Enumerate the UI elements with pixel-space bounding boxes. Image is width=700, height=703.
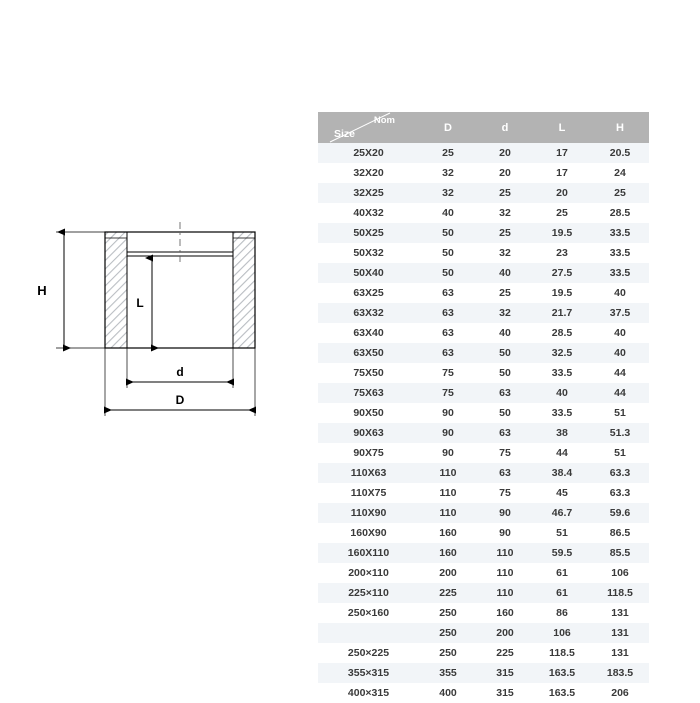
header-size-label: Size	[334, 128, 356, 140]
cell-size	[318, 623, 419, 643]
cell-D: 200	[419, 563, 477, 583]
cell-d: 25	[477, 283, 533, 303]
cell-L: 21.7	[533, 303, 591, 323]
table-row	[318, 623, 649, 643]
cell-size: 63X25	[318, 283, 419, 303]
cell-size: 250×225	[318, 643, 419, 663]
table-row	[318, 263, 649, 283]
cell-L: 163.5	[533, 683, 591, 703]
cell-D: 110	[419, 503, 477, 523]
cell-d: 25	[477, 183, 533, 203]
cell-D: 63	[419, 323, 477, 343]
cell-D: 110	[419, 463, 477, 483]
cell-D: 250	[419, 623, 477, 643]
cell-H: 51	[591, 443, 649, 463]
cell-size: 32X20	[318, 163, 419, 183]
technical-drawing	[0, 0, 300, 700]
cell-H: 40	[591, 283, 649, 303]
cell-H: 131	[591, 603, 649, 623]
cell-H: 131	[591, 643, 649, 663]
table-row	[318, 343, 649, 363]
cell-d: 110	[477, 583, 533, 603]
cell-D: 32	[419, 183, 477, 203]
cell-size: 400×315	[318, 683, 419, 703]
cell-D: 75	[419, 383, 477, 403]
cell-L: 163.5	[533, 663, 591, 683]
cell-H: 85.5	[591, 543, 649, 563]
cell-H: 106	[591, 563, 649, 583]
cell-L: 61	[533, 563, 591, 583]
cell-L: 17	[533, 143, 591, 163]
cell-D: 40	[419, 203, 477, 223]
cell-H: 63.3	[591, 483, 649, 503]
cell-size: 25X20	[318, 143, 419, 163]
cell-L: 38.4	[533, 463, 591, 483]
cell-L: 51	[533, 523, 591, 543]
table-body	[318, 143, 649, 703]
cell-L: 32.5	[533, 343, 591, 363]
cell-L: 86	[533, 603, 591, 623]
cell-H: 86.5	[591, 523, 649, 543]
cell-size: 50X40	[318, 263, 419, 283]
dimension-d	[127, 348, 233, 388]
header-d: d	[477, 112, 533, 143]
cell-H: 40	[591, 343, 649, 363]
cell-D: 250	[419, 643, 477, 663]
cell-D: 63	[419, 343, 477, 363]
cell-size: 110X63	[318, 463, 419, 483]
table-row	[318, 143, 649, 163]
cell-D: 50	[419, 263, 477, 283]
cell-H: 40	[591, 323, 649, 343]
cell-L: 25	[533, 203, 591, 223]
cell-D: 50	[419, 223, 477, 243]
cell-size: 63X50	[318, 343, 419, 363]
cell-H: 118.5	[591, 583, 649, 603]
cell-size: 200×110	[318, 563, 419, 583]
cell-L: 33.5	[533, 363, 591, 383]
cell-d: 50	[477, 363, 533, 383]
dimension-H-label: H	[37, 283, 47, 298]
cell-H: 33.5	[591, 263, 649, 283]
cell-H: 183.5	[591, 663, 649, 683]
cell-L: 33.5	[533, 403, 591, 423]
cell-d: 32	[477, 203, 533, 223]
cell-D: 90	[419, 403, 477, 423]
cell-L: 20	[533, 183, 591, 203]
cell-d: 110	[477, 543, 533, 563]
table-row	[318, 243, 649, 263]
cell-d: 90	[477, 523, 533, 543]
cell-H: 44	[591, 383, 649, 403]
cell-d: 50	[477, 343, 533, 363]
cell-D: 355	[419, 663, 477, 683]
cell-H: 63.3	[591, 463, 649, 483]
cell-H: 20.5	[591, 143, 649, 163]
cell-D: 225	[419, 583, 477, 603]
cell-H: 44	[591, 363, 649, 383]
table-row	[318, 663, 649, 683]
cell-L: 61	[533, 583, 591, 603]
cell-size: 32X25	[318, 183, 419, 203]
cell-size: 110X75	[318, 483, 419, 503]
cell-D: 160	[419, 543, 477, 563]
cell-L: 28.5	[533, 323, 591, 343]
header-size-nom	[318, 112, 419, 143]
table-row	[318, 323, 649, 343]
cell-D: 50	[419, 243, 477, 263]
cell-D: 250	[419, 603, 477, 623]
header-L: L	[533, 112, 591, 143]
cell-D: 90	[419, 443, 477, 463]
table-row	[318, 523, 649, 543]
table-row	[318, 383, 649, 403]
cell-H: 51	[591, 403, 649, 423]
cell-D: 25	[419, 143, 477, 163]
cell-H: 37.5	[591, 303, 649, 323]
table-row	[318, 163, 649, 183]
table-row	[318, 363, 649, 383]
cell-d: 90	[477, 503, 533, 523]
cell-H: 24	[591, 163, 649, 183]
table-row	[318, 423, 649, 443]
cell-size: 75X50	[318, 363, 419, 383]
cell-H: 33.5	[591, 223, 649, 243]
cell-d: 40	[477, 323, 533, 343]
cell-L: 59.5	[533, 543, 591, 563]
cell-d: 40	[477, 263, 533, 283]
cell-L: 19.5	[533, 223, 591, 243]
table-row	[318, 303, 649, 323]
cell-size: 225×110	[318, 583, 419, 603]
dimension-L-label: L	[136, 296, 144, 310]
cell-d: 315	[477, 663, 533, 683]
cell-size: 40X32	[318, 203, 419, 223]
table-row	[318, 283, 649, 303]
table-row	[318, 683, 649, 703]
cell-size: 63X32	[318, 303, 419, 323]
spec-table	[318, 112, 649, 703]
header-D: D	[419, 112, 477, 143]
header-nom-label: Nom	[373, 115, 395, 126]
cell-d: 25	[477, 223, 533, 243]
cell-L: 17	[533, 163, 591, 183]
cell-L: 27.5	[533, 263, 591, 283]
cell-size: 110X90	[318, 503, 419, 523]
cell-L: 44	[533, 443, 591, 463]
cell-size: 90X75	[318, 443, 419, 463]
cell-D: 110	[419, 483, 477, 503]
header-H: H	[591, 112, 649, 143]
cell-D: 32	[419, 163, 477, 183]
cell-d: 63	[477, 423, 533, 443]
cell-H: 59.6	[591, 503, 649, 523]
dimension-D-label: D	[175, 393, 185, 407]
table-row	[318, 583, 649, 603]
cell-d: 200	[477, 623, 533, 643]
cell-d: 63	[477, 463, 533, 483]
cell-d: 75	[477, 483, 533, 503]
cell-size: 50X25	[318, 223, 419, 243]
cell-size: 50X32	[318, 243, 419, 263]
cell-d: 32	[477, 303, 533, 323]
cell-D: 90	[419, 423, 477, 443]
cell-L: 106	[533, 623, 591, 643]
cell-D: 160	[419, 523, 477, 543]
table-row	[318, 403, 649, 423]
cell-size: 90X50	[318, 403, 419, 423]
cell-L: 38	[533, 423, 591, 443]
cell-size: 63X40	[318, 323, 419, 343]
cell-H: 28.5	[591, 203, 649, 223]
dimension-d-label: d	[176, 365, 184, 379]
table-row	[318, 603, 649, 623]
table-row	[318, 183, 649, 203]
table-row	[318, 223, 649, 243]
cell-d: 32	[477, 243, 533, 263]
cell-D: 400	[419, 683, 477, 703]
table-header-row	[318, 112, 649, 143]
table-row	[318, 483, 649, 503]
cell-size: 90X63	[318, 423, 419, 443]
cell-D: 75	[419, 363, 477, 383]
table-row	[318, 543, 649, 563]
cell-L: 19.5	[533, 283, 591, 303]
cell-d: 75	[477, 443, 533, 463]
cell-H: 206	[591, 683, 649, 703]
cell-H: 33.5	[591, 243, 649, 263]
cell-D: 63	[419, 303, 477, 323]
cell-L: 45	[533, 483, 591, 503]
table-row	[318, 443, 649, 463]
spec-table-container	[318, 112, 649, 703]
cell-L: 23	[533, 243, 591, 263]
table-row	[318, 463, 649, 483]
table-row	[318, 563, 649, 583]
dimension-H	[37, 232, 105, 348]
cell-L: 40	[533, 383, 591, 403]
cell-d: 160	[477, 603, 533, 623]
cell-d: 20	[477, 163, 533, 183]
cell-H: 25	[591, 183, 649, 203]
cell-L: 118.5	[533, 643, 591, 663]
cell-D: 63	[419, 283, 477, 303]
cell-H: 51.3	[591, 423, 649, 443]
cell-d: 315	[477, 683, 533, 703]
table-row	[318, 643, 649, 663]
fitting-body	[105, 232, 255, 348]
cell-size: 250×160	[318, 603, 419, 623]
cell-d: 50	[477, 403, 533, 423]
cell-d: 110	[477, 563, 533, 583]
cell-size: 355×315	[318, 663, 419, 683]
cell-L: 46.7	[533, 503, 591, 523]
cell-d: 225	[477, 643, 533, 663]
cell-d: 20	[477, 143, 533, 163]
table-row	[318, 503, 649, 523]
table-row	[318, 203, 649, 223]
cell-size: 160X110	[318, 543, 419, 563]
cell-size: 160X90	[318, 523, 419, 543]
cell-size: 75X63	[318, 383, 419, 403]
cell-d: 63	[477, 383, 533, 403]
cell-H: 131	[591, 623, 649, 643]
